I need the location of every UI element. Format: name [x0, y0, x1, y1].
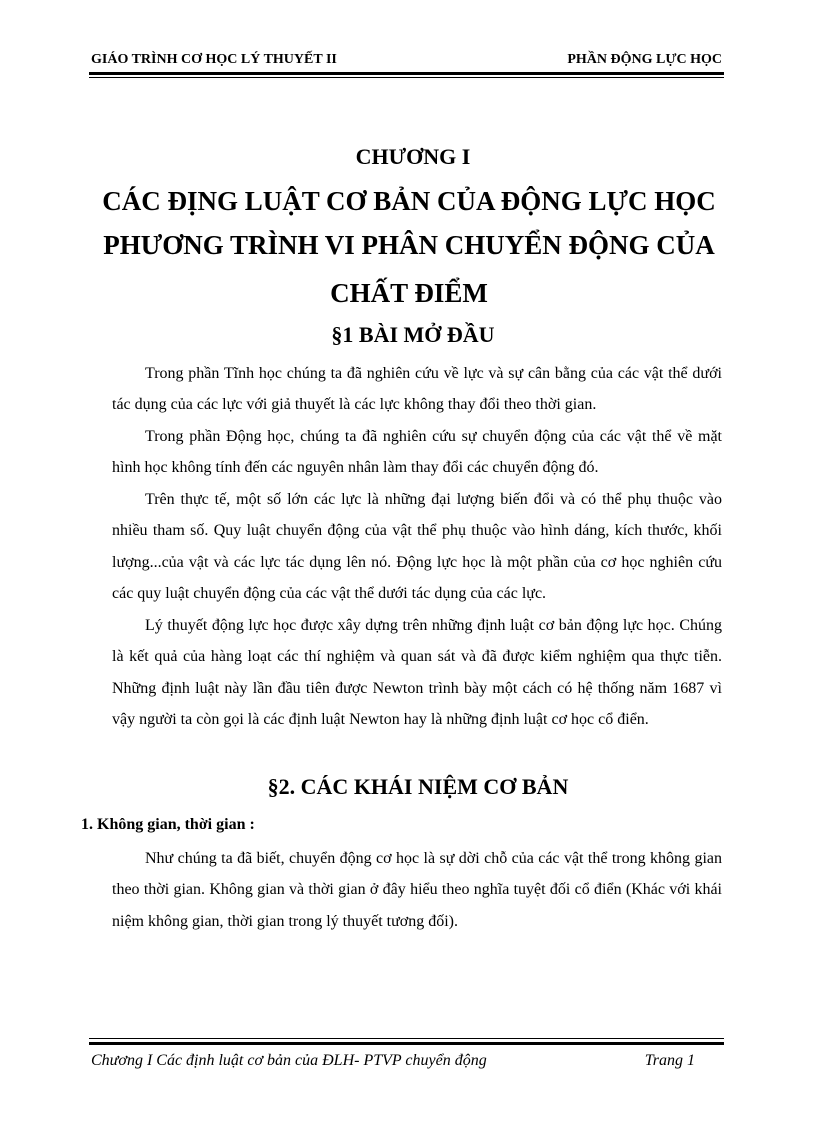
- chapter-title-line-1: CÁC ĐỊNG LUẬT CƠ BẢN CỦA ĐỘNG LỰC HỌC: [102, 186, 716, 216]
- page-number: Trang 1: [644, 1052, 695, 1069]
- header-part-title: PHẦN ĐỘNG LỰC HỌC: [567, 52, 722, 67]
- footer-chapter-title: Chương I Các định luật cơ bản của ĐLH- PTVP chuyển động: [91, 1052, 487, 1069]
- paragraph: Trên thực tế, một số lớn các lực là những đại lượng biến đổi và có thể phụ thuộc vào nhiều tham số. Quy luật chuyển động của vật thể phụ thuộc vào hình dáng, kích thước, khối lượng...của vật và các lực tác dụng lên nó. Động lực học là một phần của cơ học nghiên cứu các quy luật chuyển động của các vật thể dưới tác dụng của các lực.: [112, 491, 722, 602]
- paragraph: Trong phần Tĩnh học chúng ta đã nghiên cứu về lực và sự cân bằng của các vật thể dưới tác dụng của các lực với giả thuyết là các lực không thay đổi theo thời gian.: [112, 365, 722, 414]
- section-1-heading: §1 BÀI MỞ ĐẦU: [331, 322, 495, 347]
- chapter-title-line-3: CHẤT ĐIỂM: [330, 278, 488, 308]
- chapter-number: CHƯƠNG I: [355, 144, 471, 169]
- header-rule-thick: [89, 72, 724, 75]
- page-header: [91, 50, 722, 72]
- header-rule-thin: [89, 77, 724, 78]
- footer-rule-thin: [89, 1038, 724, 1039]
- header-book-title: GIÁO TRÌNH CƠ HỌC LÝ THUYẾT II: [91, 52, 337, 67]
- footer-rule-thick: [89, 1042, 724, 1045]
- paragraph: Trong phần Động học, chúng ta đã nghiên cứu sự chuyển động của các vật thể về mặt hình học không tính đến các nguyên nhân làm thay đổi các chuyển động đó.: [112, 428, 722, 477]
- subsection-heading: 1. Không gian, thời gian :: [81, 816, 255, 833]
- paragraph: Lý thuyết động lực học được xây dựng trên những định luật cơ bản động lực học. Chúng là kết quả của hàng loạt các thí nghiệm và quan sát và đã được kiểm nghiệm qua thực tiễn. Những định luật này lần đầu tiên được Newton trình bày một cách có hệ thống năm 1687 vì vậy người ta còn gọi là các định luật Newton hay là những định luật cơ học cổ điển.: [112, 617, 722, 728]
- section-2-heading: §2. CÁC KHÁI NIỆM CƠ BẢN: [267, 774, 569, 799]
- chapter-title-line-2: PHƯƠNG TRÌNH VI PHÂN CHUYỂN ĐỘNG CỦA: [103, 230, 715, 260]
- paragraph: Như chúng ta đã biết, chuyển động cơ học là sự dời chỗ của các vật thể trong không gian theo thời gian. Không gian và thời gian ở đây hiểu theo nghĩa tuyệt đối cổ điển (Khác với khái niệm không gian, thời gian trong lý thuyết tương đối).: [112, 850, 722, 930]
